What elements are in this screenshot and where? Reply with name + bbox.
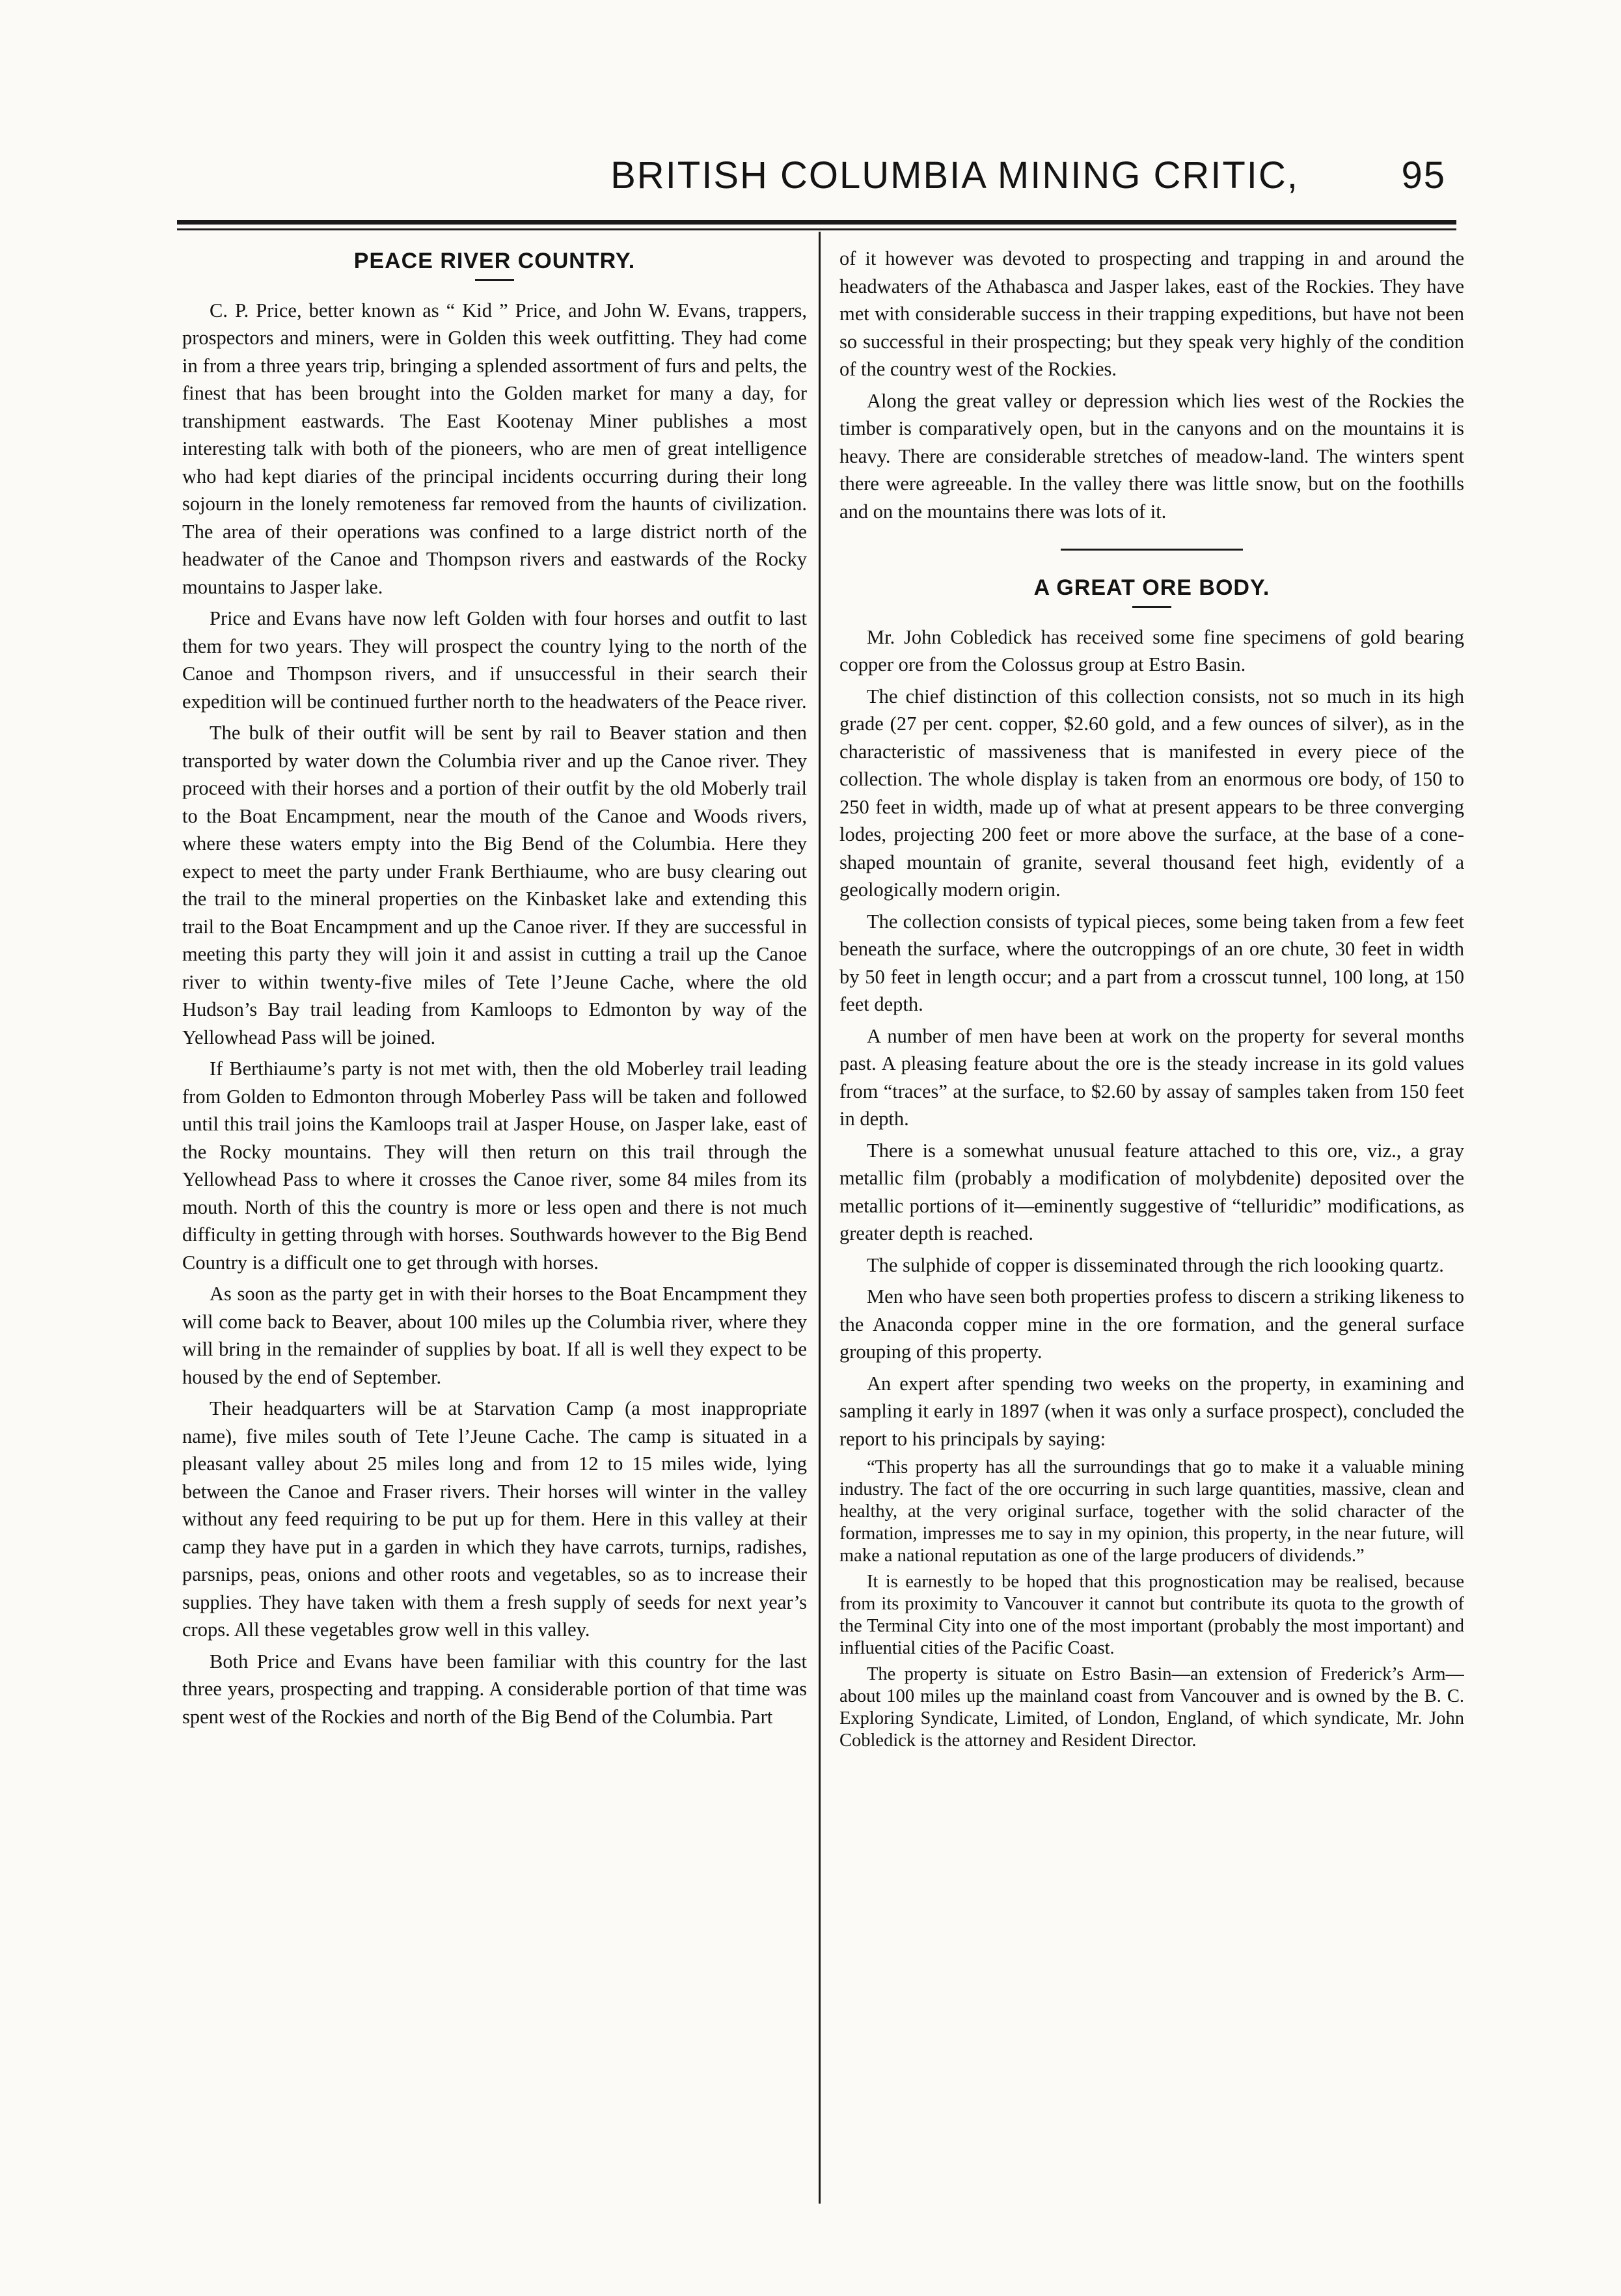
masthead-title: BRITISH COLUMBIA MINING CRITIC, <box>610 154 1299 197</box>
paragraph: Price and Evans have now left Golden with four horses and outfit to last them for two years. They will prospect the country lying to the north of the Canoe and Thompson rivers, and if unsuccessful in their search their expedition will be continued further north to the headwaters of the Peace river. <box>182 607 807 713</box>
paragraph: An expert after spending two weeks on the property, in examining and sampling it early in 1897 (when it was only a surface prospect), concluded the report to his principals by saying: <box>839 1372 1464 1450</box>
paragraph: The property is situate on Estro Basin—an extension of Frederick’s Arm—about 100 miles up the mainland coast from Vancouver and is owned by the B. C. Exploring Syndicate, Limited, of London, England, of which syndicate, Mr. John Cobledick is the attorney and Resident Director. <box>839 1664 1464 1751</box>
quote-text: “This property has all the surroundings that go to make it a valuable mining industry. The fact of the ore occurring in such large quantities, massive, clean and healthy, at the very original surface, together with the solid character of the formation, impresses me to say in my opinion, this property, in the near future, will make a national reputation as one of the large producers of dividends.” <box>839 1457 1464 1566</box>
paragraph: The sulphide of copper is disseminated through the rich loooking quartz. <box>867 1253 1444 1276</box>
paragraph: The bulk of their outfit will be sent by rail to Beaver station and then transported by water down the Columbia river and up the Canoe river. They proceed with their horses and a portion of their outfit by the old Moberly trail to the Boat Encampment, near the mouth of the Canoe and Woods rivers, where these waters empty into the Big Bend of the Columbia. Here they expect to meet the party under Frank Berthiaume, who are busy clearing out the trail to the mineral properties on the Kinbasket lake and extending this trail to the Boat Encampment and up the Canoe river. If they are successful in meeting this party they will join it and assist in cutting a trail up the Canoe river to within twenty-five miles of Tete l’Jeune Cache, where the old Hudson’s Bay trail leading from Kamloops to Edmonton by way of the Yellowhead Pass will be joined. <box>182 722 807 1048</box>
paragraph: A number of men have been at work on the property for several months past. A pleasing feature about the ore is the steady increase in its gold values from “traces” at the surface, to $2.60 by assay of samples taken from 150 feet in depth. <box>839 1024 1464 1130</box>
paragraph: Men who have seen both properties profess to discern a striking likeness to the Anaconda copper mine in the ore formation, and the general surface grouping of this property. <box>839 1285 1464 1363</box>
paragraph-continued: of it however was devoted to prospecting and trapping in and around the headwaters of the Athabasca and Jasper lakes, east of the Rockies. They have met with considerable success in their trapping expeditions, but have not been so successful in their prospecting; but they speak very highly of the condition of the country west of the Rockies. <box>839 247 1464 380</box>
paragraph: Mr. John Cobledick has received some fine specimens of gold bearing copper ore from the Colossus group at Estro Basin. <box>839 625 1464 676</box>
paragraph: As soon as the party get in with their horses to the Boat Encampment they will come back to Beaver, about 100 miles up the Columbia river, where they will bring in the remainder of supplies by boat. If all is well they expect to be housed by the end of September. <box>182 1283 807 1388</box>
block-quote <box>839 1456 1464 1567</box>
paragraph: Both Price and Evans have been familiar with this country for the last three years, prospecting and trapping. A considerable portion of that time was spent west of the Rockies and north of the Big Bend of the Columbia. Part <box>182 1650 807 1728</box>
column-right <box>839 245 1464 2210</box>
paragraph: Along the great valley or depression which lies west of the Rockies the timber is comparatively open, but in the canyons and on the mountains it is heavy. There are considerable stretches of meadow-land. The winters spent there were agreeable. In the valley there was little snow, but on the foothills and on the mountains there was lots of it. <box>839 389 1464 523</box>
paragraph: The collection consists of typical pieces, some being taken from a few feet beneath the surface, where the outcroppings of an ore chute, 30 feet in width by 50 feet in length occur; and a part from a crosscut tunnel, 100 long, at 150 feet depth. <box>839 910 1464 1015</box>
heading-rule <box>1132 606 1171 608</box>
column-left <box>182 245 807 2210</box>
heading-rule <box>475 279 514 281</box>
header-rule-thin <box>177 228 1456 230</box>
article-heading-great-ore-body: A GREAT ORE BODY. <box>1033 575 1270 600</box>
paragraph: There is a somewhat unusual feature attached to this ore, viz., a gray metallic film (probably a modification of molybdenite) deposited over the metallic portions of it—eminently suggestive of “telluridic” modifications, as greater depth is reached. <box>839 1139 1464 1244</box>
column-divider <box>819 232 821 2204</box>
page-number: 95 <box>1401 154 1446 197</box>
paragraph: It is earnestly to be hoped that this prognostication may be realised, because from its proximity to Vancouver it cannot but contribute its quota to the growth of the Terminal City into one of the most important (probably the most important) and influential cities of the Pacific Coast. <box>839 1572 1464 1658</box>
article-heading-peace-river: PEACE RIVER COUNTRY. <box>353 249 636 273</box>
closing-text <box>839 1571 1464 1752</box>
paragraph: Their headquarters will be at Starvation Camp (a most inappropriate name), five miles south of Tete l’Jeune Cache. The camp is situated in a pleasant valley about 25 miles long and from 12 to 15 miles wide, lying between the Canoe and Fraser rivers. Their horses will winter in the valley without any feed requiring to be put up for them. Here in this valley at their camp they have put in a garden in which they have carrots, turnips, radishes, parsnips, peas, onions and other roots and vegetables, so as to increase their supplies. They have taken with them a fresh supply of seeds for next year’s crops. All these vegetables grow well in this valley. <box>182 1397 807 1641</box>
paragraph: The chief distinction of this collection consists, not so much in its high grade (27 per cent. copper, $2.60 gold, and a few ounces of silver), as in the characteristic of massiveness that is manifested in every piece of the collection. The whole display is taken from an enormous ore body, of 150 to 250 feet in width, made up of what at present appears to be three converging lodes, projecting 200 feet or more above the surface, at the base of a cone-shaped mountain of granite, several thousand feet high, evidently of a geologically modern origin. <box>839 685 1464 901</box>
section-divider-rule <box>1061 549 1243 551</box>
header-rule-thick <box>177 220 1456 225</box>
paragraph: If Berthiaume’s party is not met with, then the old Moberley trail leading from Golden to Edmonton through Moberley Pass will be taken and followed until this trail joins the Kamloops trail at Jasper House, on Jasper lake, east of the Rocky mountains. They will then return on this trail through the Yellowhead Pass to where it crosses the Canoe river, some 84 miles from its mouth. North of this the country is more or less open and there is not much difficulty in getting through with horses. Southwards however to the Big Bend Country is a difficult one to get through with horses. <box>182 1058 807 1274</box>
running-head <box>177 154 1446 212</box>
paragraph: C. P. Price, better known as “ Kid ” Price, and John W. Evans, trappers, prospectors and miners, were in Golden this week outfitting. They had come in from a three years trip, bringing a splended assortment of furs and pelts, the finest that has been brought into the Golden market for many a day, for transhipment eastwards. The East Kootenay Miner publishes a most interesting talk with both of the pioneers, who are men of great intelligence who had kept diaries of the principal incidents occurring during their long sojourn in the lonely remoteness far removed from the haunts of civilization. The area of their operations was confined to a large district north of the headwater of the Canoe and Thompson rivers and eastwards of the Rocky mountains to Jasper lake. <box>182 299 807 598</box>
